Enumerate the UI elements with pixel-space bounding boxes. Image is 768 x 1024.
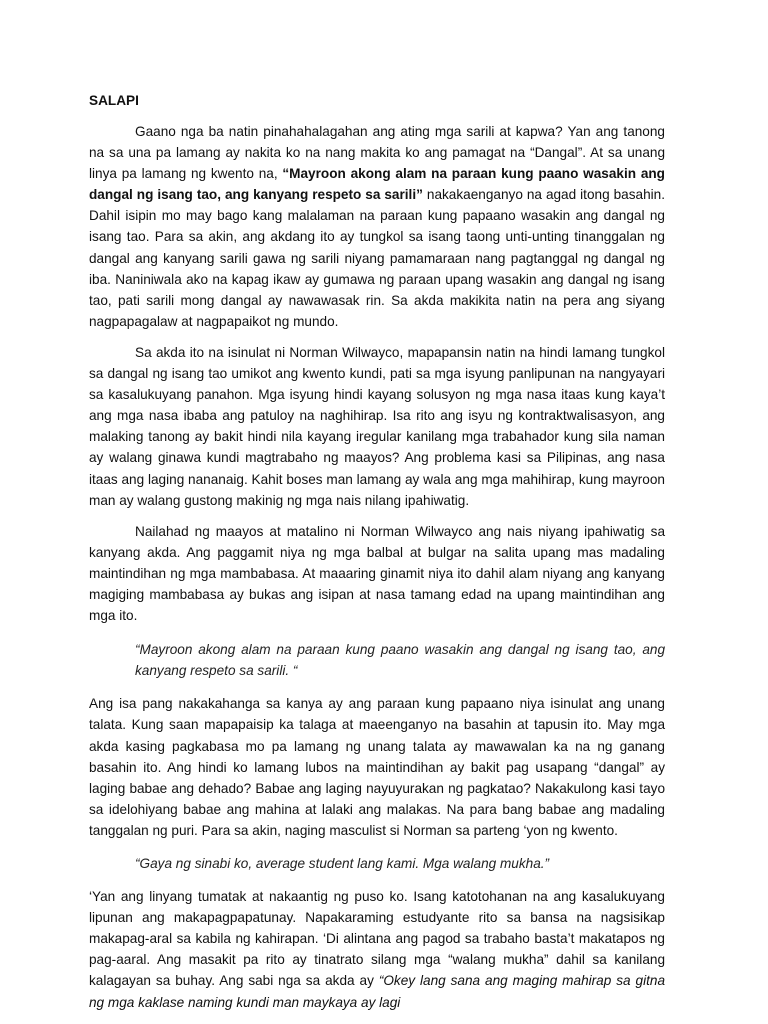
quote-average-student: “Gaya ng sinabi ko, average student lang kami. Mga walang mukha.” [135, 856, 550, 871]
paragraph-walang-mukha-text: ‘Yan ang linyang tumatak at nakaantig ng puso ko. Isang katotohanan na ang kasalukuyang lipunan ang makapagpapatunay. Napakaraming estudyante rito sa bansa na nagsisikap makapag-aral sa kabila ng kahirapan. ‘Di alintana ang pagod sa trabaho basta’t makatapos ng pag-aaral. Ang masakit pa rito ay tinatrato silang mga “walang mukha” dahil sa kanilang kalagayan sa buhay. Ang sabi nga sa akda ay [89, 889, 665, 989]
quote-dangal: “Mayroon akong alam na paraan kung paano wasakin ang dangal ng isang tao, ang kanyang respeto sa sarili. “ [135, 642, 665, 679]
paragraph-walang-mukha-italic-quote: “Okey lang sana ang maging mahirap sa gitna ng mga kaklase naming kundi man maykaya ay lagi [89, 973, 666, 1010]
document-title: SALAPI [89, 93, 139, 108]
paragraph-intro-bold-quote: “Mayroon akong alam na paraan kung paano wasakin ang dangal ng isang tao, ang kanyang respeto sa sarili” [89, 166, 665, 203]
paragraph-intro [89, 121, 665, 332]
paragraph-intro-text-a: Gaano nga ba natin pinahahalagahan ang ating mga sarili at kapwa? Yan ang tanong na sa una pa lamang ay nakita ko na nang makita ko ang pamagat na “Dangal”. At sa unang linya pa lamang ng kwento na, [89, 124, 665, 182]
paragraph-intro-text-b: nakakaenganyo na agad itong basahin. Dahil isipin mo may bago kang malalaman na paraan kung papaano wasakin ang dangal ng isang tao. Para sa akin, ang akdang ito ay tungkol sa isang taong unti-unting tinanggalan ng dangal ang kanyang sarili gawa ng sarili niyang pamamaraan nang pagtanggal ng dangal ng iba. Naniniwala ako na kapag ikaw ay gumawa ng paraan upang wasakin ang dangal ng isang tao, pati sarili mong dangal ay nawawasak rin. Sa akda makikita natin na pera ang siyang nagpapagalaw at nagpapaikot ng mundo. [89, 187, 665, 329]
paragraph-issues: Sa akda ito na isinulat ni Norman Wilwayco, mapapansin natin na hindi lamang tungkol sa dangal ng isang tao umikot ang kwento kundi, pati sa mga isyung panlipunan na nangyayari sa kasalukuyang panahon. Mga isyung hindi kayang solusyon ng mga nasa itaas kung kaya’t ang mga nasa ibaba ang patuloy na naghihirap. Isa rito ang isyu ng kontraktwalisasyon, ang malaking tanong ay bakit hindi nila kayang iregular kanilang mga trabahador kung sila naman ay walang ginawa kundi magtrabaho ng maayos? Ang problema kasi sa Pilipinas, ang nasa itaas ang laging nananaig. Kahit boses man lamang ay wala ang mga mahihirap, kung mayroon man ay walang gustong makinig ng mga nais nilang ipahiwatig. [89, 344, 665, 508]
paragraph-author-style: Nailahad ng maayos at matalino ni Norman Wilwayco ang nais niyang ipahiwatig sa kanyang akda. Ang paggamit niya ng mga balbal at bulgar na salita upang mas madaling maintindihan ng mga mambabasa. At maaaring ginamit niya ito dahil alam niyang ang kanyang magiging mambabasa ay bukas ang isipan at nasa tamang edad na upang maintindihan ang mga ito. [89, 523, 665, 624]
paragraph-first-talata: Ang isa pang nakakahanga sa kanya ay ang paraan kung papaano niya isinulat ang unang talata. Kung saan mapapaisip ka talaga at maeenganyo na basahin at tapusin ito. May mga akda kasing pagkabasa mo pa lamang ng unang talata ay mawawalan ka na ng ganang basahin ito. Ang hindi ko lamang lubos na maintindihan ay bakit pag usapang “dangal” ay laging babae ang dehado? Babae ang laging nayuyurakan ng pagkatao? Nakakulong kasi tayo sa idelohiyang babae ang mahina at lalaki ang malakas. Na para bang babae ang madaling tanggalan ng puri. Para sa akin, naging masculist si Norman sa parteng ‘yon ng kwento. [89, 696, 665, 838]
paragraph-walang-mukha [89, 886, 665, 1013]
